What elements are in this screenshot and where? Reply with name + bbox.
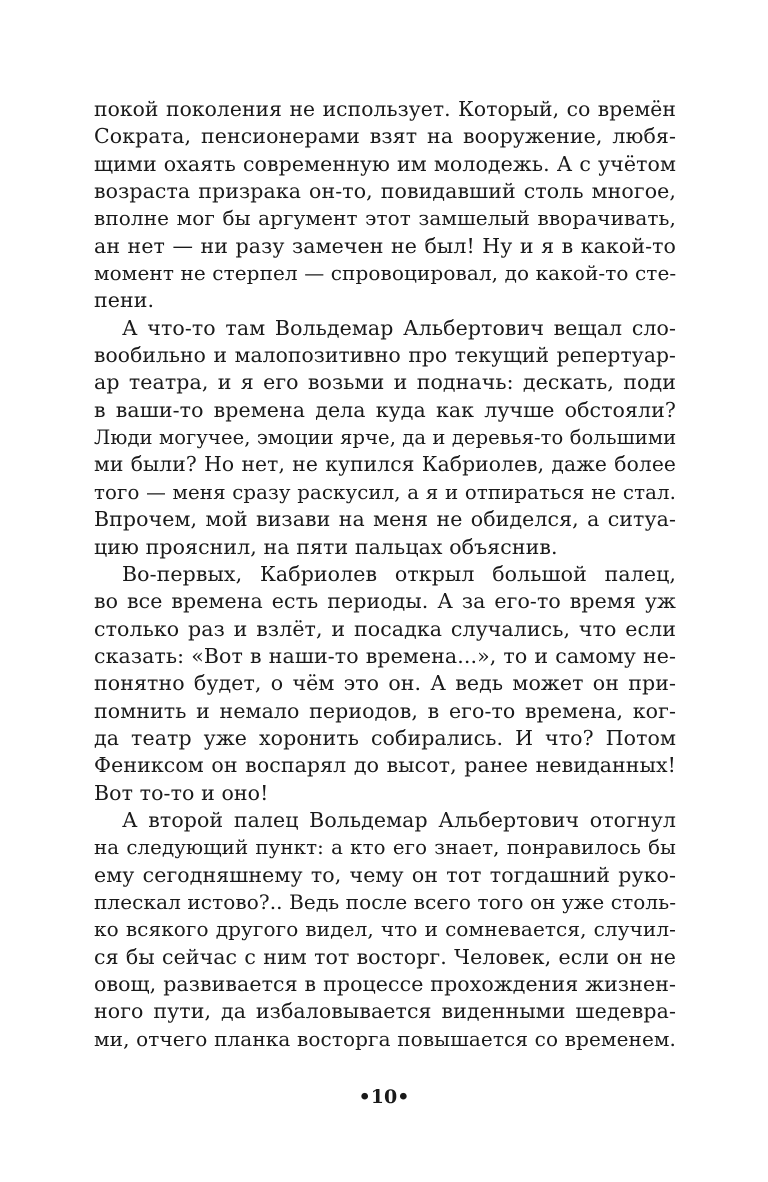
text-line: Вот то-то и оно! bbox=[94, 780, 269, 805]
text-line: момент не стерпел — спровоцировал, до какой-то сте- bbox=[94, 261, 677, 286]
text-line: возраста призрака он-то, повидавший столь многое, bbox=[94, 179, 676, 204]
text-line: вообильно и малопозитивно про текущий репертуар- bbox=[94, 343, 676, 368]
text-line: того — меня сразу раскусил, а я и отпираться не стал. bbox=[94, 480, 676, 504]
text-line: цию прояснил, на пяти пальцах объяснив. bbox=[94, 534, 558, 559]
text-line: А второй палец Вольдемар Альбертович отогнул bbox=[122, 807, 676, 832]
text-line: помнить и немало периодов, в его-то времена, ког- bbox=[94, 698, 676, 723]
text-line: ся бы сейчас с ним тот восторг. Человек, если он не bbox=[94, 944, 676, 969]
text-line: пени. bbox=[94, 288, 155, 313]
text-line: Во-первых, Кабриолев открыл большой палец, bbox=[122, 561, 676, 586]
text-line: овощ, развивается в процессе прохождения жизнен- bbox=[94, 972, 676, 996]
text-line: А что-то там Вольдемар Альбертович вещал сло- bbox=[122, 315, 676, 340]
text-line: Впрочем, мой визави на меня не обиделся, а ситуа- bbox=[94, 507, 676, 532]
text-line: на следующий пункт: а кто его знает, понравилось бы bbox=[94, 836, 676, 860]
text-line: Люди могучее, эмоции ярче, да и деревья-то большими bbox=[94, 426, 677, 450]
text-line: вполне мог бы аргумент этот замшелый вворачивать, bbox=[94, 206, 676, 231]
text-line: ан нет — ни разу замечен не был! Ну и я в какой-то bbox=[94, 233, 676, 258]
page-number: •10• bbox=[358, 1086, 410, 1108]
text-line: да театр уже хоронить собирались. И что? Потом bbox=[94, 725, 676, 750]
text-line: Сократа, пенсионерами взят на вооружение, любя- bbox=[94, 124, 676, 149]
text-line: сказать: «Вот в наши-то времена...», то и самому не- bbox=[94, 643, 676, 668]
text-line: ми были? Но нет, не купился Кабриолев, даже более bbox=[94, 452, 676, 477]
text-line: ар театра, и я его возьми и подначь: дескать, поди bbox=[94, 370, 676, 395]
text-line: ми, отчего планка восторга повышается со временем. bbox=[94, 1026, 676, 1051]
text-line: Фениксом он воспарял до высот, ранее невиданных! bbox=[94, 753, 676, 778]
text-line: покой поколения не использует. Который, со времён bbox=[94, 97, 676, 121]
text-line: во все времена есть периоды. А за его-то время уж bbox=[94, 589, 676, 614]
text-line: ного пути, да избаловывается виденными шедевра- bbox=[94, 999, 676, 1024]
text-line: плескал истово?.. Ведь после всего того он уже столь- bbox=[94, 889, 677, 914]
text-line: в ваши-то времена дела куда как лучше обстояли? bbox=[94, 397, 676, 422]
text-line: щими охаять современную им молодежь. А с учётом bbox=[94, 151, 676, 176]
body-text bbox=[94, 96, 676, 1053]
text-line: ему сегодняшнему то, чему он тот тогдашний руко- bbox=[94, 862, 676, 887]
text-line: ко всякого другого видел, что и сомневается, случил- bbox=[94, 917, 676, 942]
text-line: понятно будет, о чём это он. А ведь может он при- bbox=[94, 671, 676, 696]
text-line: столько раз и взлёт, и посадка случались, что если bbox=[94, 616, 676, 641]
